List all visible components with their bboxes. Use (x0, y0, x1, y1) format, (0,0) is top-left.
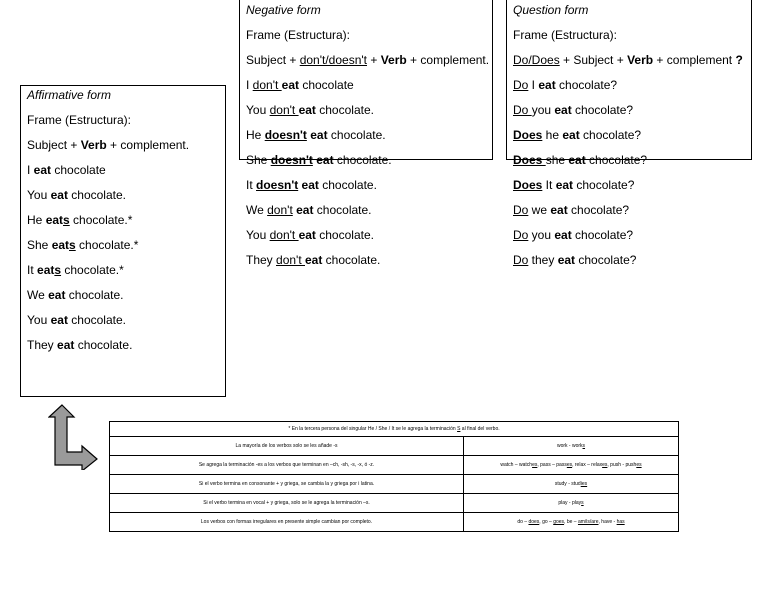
rules-row (110, 475, 679, 494)
text-segment: eat (538, 78, 556, 92)
text-segment: goes (553, 519, 565, 525)
rules-note (110, 422, 679, 437)
text-segment: doesn't (256, 178, 299, 192)
text-segment: I (246, 78, 253, 92)
text-segment: s (54, 263, 62, 277)
example-sentence (246, 228, 374, 242)
text-segment: Verb (380, 53, 407, 67)
text-segment: + Subject + (559, 53, 628, 67)
affirmative-frame: Frame (Estructura): (27, 113, 132, 127)
text-segment: eat (310, 128, 328, 142)
text-segment: chocolate (299, 78, 354, 92)
text-segment: , push - push (607, 462, 637, 468)
text-segment: It (542, 178, 556, 192)
text-segment: work - work (556, 443, 583, 449)
text-segment: doesn't (264, 128, 307, 142)
text-segment: you (531, 103, 555, 117)
example-sentence (513, 203, 629, 217)
text-segment: They (27, 338, 58, 352)
rules-row (110, 513, 679, 532)
text-segment: eat (550, 203, 568, 217)
text-segment: she (545, 153, 569, 167)
text-segment: al final del verbo. (460, 426, 500, 432)
text-segment: watch – watch (500, 462, 533, 468)
text-segment: ? (735, 53, 743, 67)
negative-structure (246, 53, 489, 67)
text-segment: chocolate? (555, 78, 618, 92)
text-segment: play - play (558, 500, 582, 506)
text-segment: Do (513, 103, 532, 117)
text-segment: + complement (653, 53, 736, 67)
question-title: Question form (513, 3, 589, 17)
example-sentence (513, 228, 633, 242)
text-segment: es (566, 462, 573, 468)
negative-title: Negative form (246, 3, 321, 17)
example-sentence (27, 213, 132, 227)
text-segment: don't (269, 103, 299, 117)
text-segment: chocolate. (67, 313, 126, 327)
text-segment: chocolate.* (61, 263, 124, 277)
example-sentence (246, 128, 386, 142)
rules-row (110, 437, 679, 456)
rules-table (109, 421, 679, 532)
text-segment: It (27, 263, 38, 277)
example-sentence (246, 153, 392, 167)
text-segment: chocolate. (327, 128, 386, 142)
text-segment: doesn't (270, 153, 313, 167)
example-sentence (246, 203, 372, 217)
text-segment: Subject + (27, 138, 81, 152)
text-segment: es (532, 462, 538, 468)
text-segment: chocolate. (67, 188, 126, 202)
text-segment: do – (517, 519, 529, 525)
text-segment: He (246, 128, 265, 142)
text-segment: You (246, 228, 270, 242)
example-sentence (513, 253, 636, 267)
text-segment: , pass – pass (537, 462, 567, 468)
text-segment: We (246, 203, 268, 217)
text-segment: we (528, 203, 551, 217)
rules-note-row (110, 422, 679, 437)
text-segment: I (528, 78, 539, 92)
text-segment: chocolate? (567, 203, 630, 217)
rule-example (464, 475, 679, 494)
rule-example (464, 456, 679, 475)
rule-example (464, 513, 679, 532)
text-segment: ies (580, 481, 588, 487)
example-sentence (27, 288, 124, 302)
text-segment: don't (267, 203, 293, 217)
text-segment: chocolate? (579, 128, 642, 142)
text-segment: Do (513, 78, 529, 92)
text-segment: + complement. (406, 53, 490, 67)
text-segment: They (246, 253, 277, 267)
text-segment: chocolate? (585, 153, 648, 167)
text-segment: don't/doesn't (299, 53, 368, 67)
example-sentence (513, 153, 647, 167)
text-segment: es (602, 462, 608, 468)
text-segment: they (528, 253, 558, 267)
text-segment: eat (57, 338, 75, 352)
text-segment: eat (555, 178, 574, 192)
negative-frame: Frame (Estructura): (246, 28, 351, 42)
affirmative-structure (27, 138, 189, 152)
text-segment: eat (50, 188, 68, 202)
text-segment: chocolate? (573, 178, 635, 192)
text-segment: eat (301, 178, 319, 192)
text-segment: eat (298, 103, 316, 117)
rule-example (464, 437, 679, 456)
rule-description (110, 475, 464, 494)
example-sentence (246, 253, 380, 267)
text-segment: Verb (627, 53, 654, 67)
text-segment: chocolate. (322, 253, 381, 267)
text-segment: eat (554, 103, 572, 117)
text-segment: We (27, 288, 49, 302)
text-segment: He (27, 213, 46, 227)
text-segment: s (69, 238, 76, 252)
text-segment: eat (33, 163, 52, 177)
text-segment: eat (562, 128, 580, 142)
text-segment: eat (568, 153, 586, 167)
rule-description (110, 494, 464, 513)
text-segment: eat (296, 203, 314, 217)
text-segment: , relax – relax (572, 462, 603, 468)
turn-arrow-icon (48, 404, 100, 470)
text-segment: eat (51, 238, 70, 252)
example-sentence (513, 78, 617, 92)
text-segment: , be – (564, 519, 578, 525)
text-segment: eat (316, 153, 334, 167)
rule-description (110, 437, 464, 456)
example-sentence (27, 313, 126, 327)
example-sentence (27, 188, 126, 202)
text-segment: Do/Does (513, 53, 560, 67)
text-segment: chocolate. (65, 288, 124, 302)
text-segment: She (246, 153, 271, 167)
affirmative-title: Affirmative form (27, 88, 112, 102)
text-segment: Subject + (246, 53, 300, 67)
text-segment: Verb (80, 138, 107, 152)
rule-description (110, 456, 464, 475)
example-sentence (246, 103, 374, 117)
question-structure (513, 53, 743, 67)
text-segment: eat (281, 78, 299, 92)
example-sentence (513, 178, 634, 192)
example-sentence (27, 263, 124, 277)
text-segment: chocolate.* (75, 238, 139, 252)
rule-description (110, 513, 464, 532)
text-segment: eat (48, 288, 66, 302)
text-segment: Do (513, 203, 529, 217)
text-segment: chocolate (51, 163, 106, 177)
text-segment: eat (45, 213, 64, 227)
text-segment: Do (513, 228, 529, 242)
text-segment: you (528, 228, 555, 242)
text-segment: chocolate? (571, 103, 634, 117)
example-sentence (246, 78, 354, 92)
text-segment: Se agrega la terminación -es a los verbos que terminan en –ch, -sh, -s, -x, ó -z. (198, 462, 375, 468)
text-segment: , go – (539, 519, 554, 525)
text-segment: es (636, 462, 642, 468)
text-segment: has (616, 519, 625, 525)
text-segment: eat (298, 228, 316, 242)
text-segment: You (27, 313, 51, 327)
text-segment: eat (554, 228, 572, 242)
text-segment: chocolate. (315, 103, 374, 117)
text-segment: chocolate? (575, 253, 637, 267)
text-segment: Do (513, 253, 529, 267)
example-sentence (513, 128, 641, 142)
text-segment: La mayoría de los verbos solo se les añade -s (235, 443, 338, 449)
text-segment: Los verbos con formas irregulares en presente simple cambian por completo. (200, 519, 373, 525)
text-segment: eat (37, 263, 55, 277)
text-segment: Si el verbo termina en consonante + y griega, se cambia la y griega por i latina. (198, 481, 375, 487)
text-segment: don't (252, 78, 282, 92)
text-segment: + complement. (106, 138, 190, 152)
rules-row (110, 494, 679, 513)
text-segment: chocolate.* (69, 213, 133, 227)
text-segment: s (582, 443, 586, 449)
text-segment: don't (276, 253, 305, 267)
example-sentence (513, 103, 633, 117)
text-segment: study - stud (554, 481, 581, 487)
text-segment: Si el verbo termina en vocal + y griega, solo se le agrega la terminación –s. (203, 500, 370, 506)
example-sentence (27, 238, 138, 252)
text-segment: * En la tercera persona del singular He / She / It se le agrega la terminación (288, 426, 458, 432)
rule-example (464, 494, 679, 513)
text-segment: You (27, 188, 51, 202)
example-sentence (27, 338, 132, 352)
question-frame: Frame (Estructura): (513, 28, 618, 42)
text-segment: chocolate. (333, 153, 392, 167)
text-segment: don't (269, 228, 299, 242)
text-segment: chocolate? (571, 228, 634, 242)
text-segment: s (581, 500, 584, 506)
text-segment: S (457, 426, 461, 432)
example-sentence (246, 178, 377, 192)
text-segment: Does (513, 178, 543, 192)
text-segment: s (63, 213, 70, 227)
text-segment: chocolate. (315, 228, 374, 242)
text-segment: , have - (598, 519, 617, 525)
text-segment: eat (50, 313, 68, 327)
text-segment: + (367, 53, 381, 67)
text-segment: I (27, 163, 34, 177)
text-segment: It (246, 178, 257, 192)
text-segment: he (542, 128, 563, 142)
text-segment: You (246, 103, 270, 117)
example-sentence (27, 163, 106, 177)
text-segment: She (27, 238, 52, 252)
text-segment: eat (305, 253, 323, 267)
text-segment: chocolate. (74, 338, 133, 352)
text-segment: Does (513, 153, 546, 167)
text-segment: eat (557, 253, 576, 267)
text-segment: does (528, 519, 540, 525)
rules-row (110, 456, 679, 475)
text-segment: am/is/are (577, 519, 599, 525)
text-segment: chocolate. (313, 203, 372, 217)
text-segment: Does (513, 128, 543, 142)
text-segment: chocolate. (318, 178, 377, 192)
